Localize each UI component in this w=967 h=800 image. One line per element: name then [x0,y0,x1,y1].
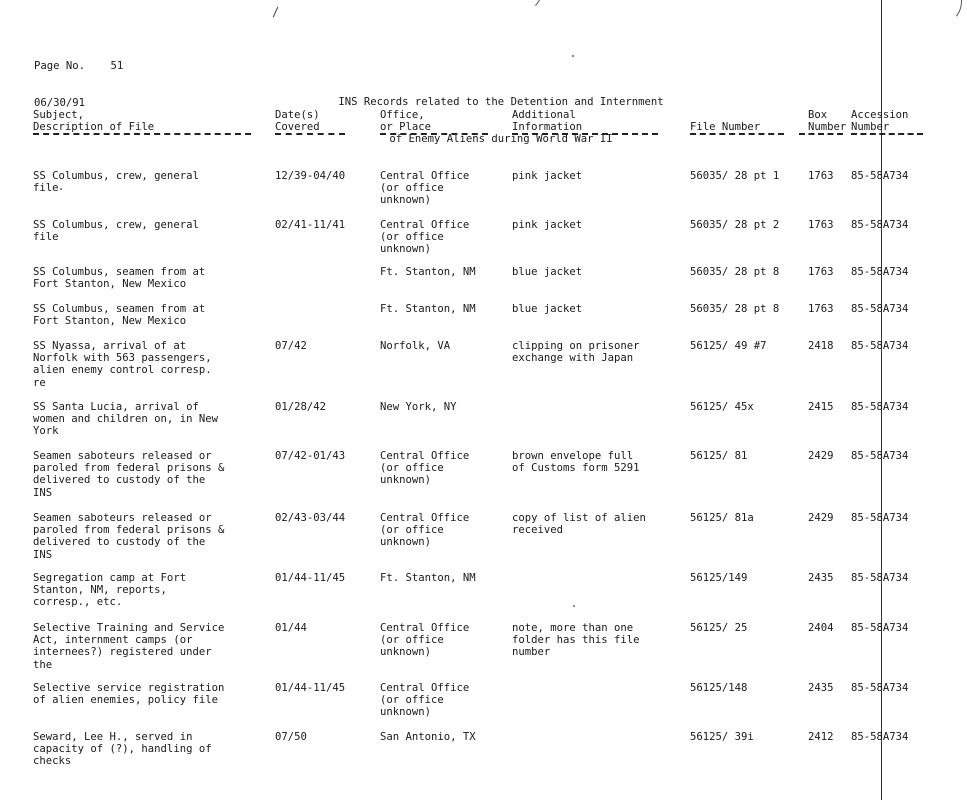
row-dates: 01/44-11/45 [275,682,346,694]
header-rule-box [799,133,843,138]
row-dates: 07/42 [275,340,307,352]
row-subject: SS Santa Lucia, arrival of women and children on, in New York [33,401,218,438]
row-box-number: 1763 [808,219,834,231]
header-additional: Additional Information [512,109,583,134]
row-office: Central Office (or office unknown) [380,170,470,207]
row-subject: Seamen saboteurs released or paroled from federal prisons & delivered to custody of the INS [33,450,225,499]
row-office: Central Office (or office unknown) [380,512,470,549]
row-subject: Seamen saboteurs released or paroled from federal prisons & delivered to custody of the INS [33,512,225,561]
row-accession-number: 85-58A734 [851,450,909,462]
row-accession-number: 85-58A734 [851,340,909,352]
row-office: San Antonio, TX [380,731,476,743]
row-box-number: 1763 [808,170,834,182]
row-file-number: 56035/ 28 pt 8 [690,266,780,278]
row-additional: blue jacket [512,303,583,315]
row-box-number: 2415 [808,401,834,413]
row-accession-number: 85-58A734 [851,731,909,743]
row-subject: SS Columbus, crew, general file [33,219,199,244]
row-dates: 07/42-01/43 [275,450,346,462]
header-rule-subject [33,133,251,138]
title-line-1: INS Records related to the Detention and Internment [338,96,664,109]
row-file-number: 56035/ 28 pt 1 [690,170,780,182]
header-rule-office [380,133,488,138]
row-office: Ft. Stanton, NM [380,303,476,315]
row-subject: SS Nyassa, arrival of at Norfolk with 563 passengers, alien enemy control corresp. re [33,340,212,389]
row-accession-number: 85-58A734 [851,401,909,413]
row-office: Central Office (or office unknown) [380,219,470,256]
row-additional: brown envelope full of Customs form 5291 [512,450,640,475]
header-rule-accession [851,133,923,138]
page-number: Page No. 51 [34,60,124,73]
row-office: Central Office (or office unknown) [380,622,470,659]
row-office: Norfolk, VA [380,340,451,352]
row-file-number: 56125/148 [690,682,748,694]
row-subject: Selective Training and Service Act, internment camps (or internees?) registered under the [33,622,225,671]
row-office: New York, NY [380,401,457,413]
row-accession-number: 85-58A734 [851,170,909,182]
row-accession-number: 85-58A734 [851,622,909,634]
row-subject: SS Columbus, crew, general file [33,170,199,195]
row-file-number: 56035/ 28 pt 2 [690,219,780,231]
row-file-number: 56035/ 28 pt 8 [690,303,780,315]
row-additional: pink jacket [512,219,583,231]
row-dates: 01/44-11/45 [275,572,346,584]
title-line-2: of Enemy Aliens during World War II [389,133,613,146]
row-subject: SS Columbus, seamen from at Fort Stanton, New Mexico [33,266,206,291]
row-additional: pink jacket [512,170,583,182]
header-accession-number: Accession Number [851,109,909,134]
row-box-number: 2404 [808,622,834,634]
scan-artifact-mark: / [272,5,280,19]
row-accession-number: 85-58A734 [851,682,909,694]
report-date: 06/30/91 [34,97,86,110]
row-dates: 07/50 [275,731,307,743]
scan-artifact-arc [930,0,962,22]
row-file-number: 56125/ 25 [690,622,748,634]
row-dates: 02/43-03/44 [275,512,346,524]
header-rule-dates [275,133,345,138]
header-rule-additional [512,133,658,138]
row-additional: note, more than one folder has this file number [512,622,640,659]
row-subject: Seward, Lee H., served in capacity of (?), handling of checks [33,731,212,768]
row-dates: 01/28/42 [275,401,327,413]
row-accession-number: 85-58A734 [851,512,909,524]
row-subject: SS Columbus, seamen from at Fort Stanton, New Mexico [33,303,206,328]
row-file-number: 56125/ 45x [690,401,754,413]
row-accession-number: 85-58A734 [851,266,909,278]
scan-speck [60,188,62,190]
row-box-number: 2412 [808,731,834,743]
row-file-number: 56125/ 81a [690,512,754,524]
scan-artifact-arc [500,0,542,12]
scan-speck [573,605,575,607]
row-box-number: 2418 [808,340,834,352]
header-file-number: File Number [690,121,761,133]
header-dates: Date(s) Covered [275,109,320,134]
row-accession-number: 85-58A734 [851,303,909,315]
row-subject: Selective service registration of alien enemies, policy file [33,682,225,707]
row-file-number: 56125/149 [690,572,748,584]
row-additional: blue jacket [512,266,583,278]
row-office: Ft. Stanton, NM [380,572,476,584]
row-box-number: 2429 [808,450,834,462]
row-box-number: 1763 [808,303,834,315]
row-additional: clipping on prisoner exchange with Japan [512,340,640,365]
row-box-number: 2435 [808,682,834,694]
row-file-number: 56125/ 81 [690,450,748,462]
row-box-number: 1763 [808,266,834,278]
row-box-number: 2429 [808,512,834,524]
row-office: Ft. Stanton, NM [380,266,476,278]
header-subject: Subject, Description of File [33,109,155,134]
header-office: Office, or Place [380,109,432,134]
row-dates: 01/44 [275,622,307,634]
row-dates: 02/41-11/41 [275,219,346,231]
row-additional: copy of list of alien received [512,512,646,537]
row-accession-number: 85-58A734 [851,572,909,584]
row-box-number: 2435 [808,572,834,584]
row-accession-number: 85-58A734 [851,219,909,231]
row-subject: Segregation camp at Fort Stanton, NM, reports, corresp., etc. [33,572,187,609]
row-office: Central Office (or office unknown) [380,450,470,487]
scan-speck [572,55,574,57]
row-file-number: 56125/ 49 #7 [690,340,767,352]
row-dates: 12/39-04/40 [275,170,346,182]
row-file-number: 56125/ 39i [690,731,754,743]
header-box-number: Box Number [808,109,847,134]
header-rule-file [690,133,784,138]
row-office: Central Office (or office unknown) [380,682,470,719]
